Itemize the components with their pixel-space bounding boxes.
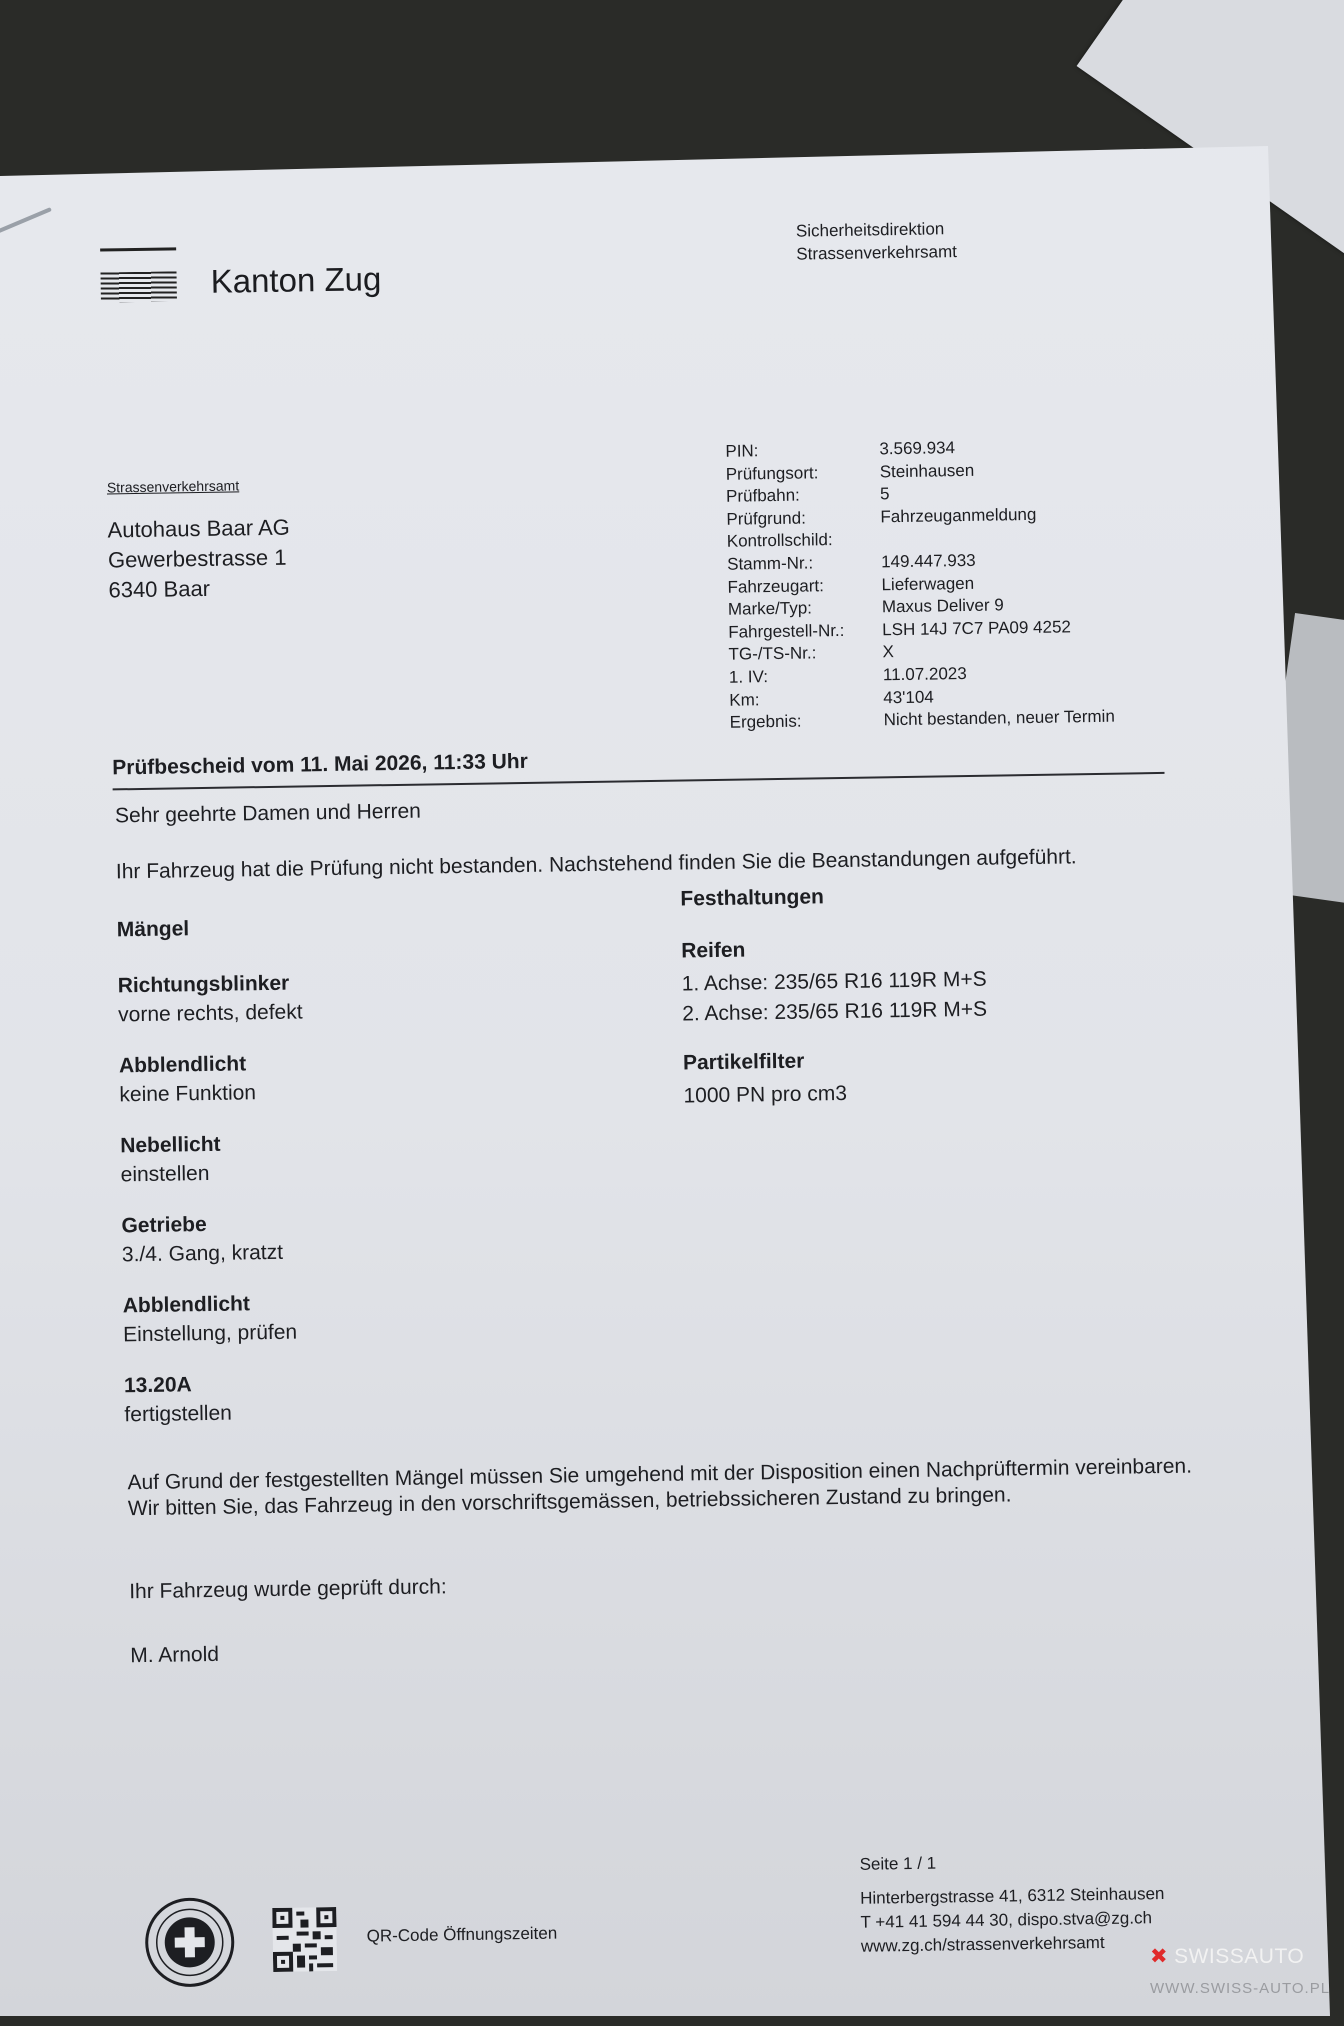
defect-detail: Einstellung, prüfen [123, 1320, 308, 1347]
checked-by-label: Ihr Fahrzeug wurde geprüft durch: [129, 1575, 447, 1604]
kanton-zug-logo-icon [100, 247, 177, 304]
info-value: 43'104 [883, 686, 934, 709]
finding-line: 1. Achse: 235/65 R16 119R M+S [682, 965, 987, 1000]
finding-title: Partikelfilter [683, 1047, 988, 1082]
info-value: 11.07.2023 [883, 663, 967, 687]
defect-item [118, 971, 304, 1054]
finding-item [683, 1047, 989, 1112]
recipient-name: Autohaus Baar AG [107, 513, 290, 546]
info-row [729, 706, 1115, 735]
info-value: LSH 14J 7C7 PA09 4252 [882, 616, 1071, 642]
qr-label: QR-Code Öffnungszeiten [367, 1924, 558, 1947]
defect-item [120, 1131, 306, 1214]
defect-detail: keine Funktion [119, 1080, 304, 1107]
defect-detail: vorne rechts, defekt [118, 1000, 303, 1027]
info-value: 3.569.934 [879, 437, 955, 461]
info-value: Lieferwagen [881, 572, 974, 596]
defect-title: Abblendlicht [119, 1051, 304, 1083]
closing-paragraph: Auf Grund der festgestellten Mängel müssen Sie umgehend mit der Disposition einen Nachprüftermin vereinbaren. Wir bitten Sie, das Fahrzeug in den vorschriftsgemässen, betriebssicheren Zustand zu bringen. [127, 1453, 1228, 1522]
finding-line: 1000 PN pro cm3 [683, 1077, 988, 1112]
defects-heading: Mängel [117, 915, 302, 947]
info-label: Fahrzeugart: [727, 574, 881, 599]
watermark-brand [1150, 1944, 1304, 1969]
defects-list [117, 915, 310, 1454]
info-label: PIN: [725, 438, 879, 463]
finding-item [681, 935, 987, 1030]
info-label: 1. IV: [729, 664, 883, 689]
footer-address: Hinterbergstrasse 41, 6312 Steinhausen [860, 1882, 1165, 1911]
defect-item [123, 1291, 309, 1374]
finding-line: 2. Achse: 235/65 R16 119R M+S [682, 995, 987, 1030]
info-value: X [882, 641, 894, 664]
defect-title: Nebellicht [120, 1131, 305, 1163]
department-line-2: Strassenverkehrsamt [796, 240, 957, 266]
info-label: Prüfbahn: [726, 484, 880, 509]
footer-contact [860, 1882, 1165, 1959]
info-label: Fahrgestell-Nr.: [728, 619, 882, 644]
info-value: Maxus Deliver 9 [882, 595, 1004, 620]
defect-detail: 3./4. Gang, kratzt [122, 1240, 307, 1267]
defect-item [119, 1051, 305, 1134]
info-label: Marke/Typ: [728, 596, 882, 621]
page-number: Seite 1 / 1 [859, 1854, 936, 1875]
recipient-city: 6340 Baar [108, 573, 291, 606]
info-label: Stamm-Nr.: [727, 551, 881, 576]
info-label: Prüfungsort: [726, 461, 880, 486]
defect-title: Richtungsblinker [118, 971, 303, 1003]
inspection-info [725, 435, 1115, 735]
staple-icon [0, 207, 52, 236]
intro-text: Ihr Fahrzeug hat die Prüfung nicht bestanden. Nachstehend finden Sie die Beanstandungen aufgeführt. [116, 845, 1077, 884]
recipient-address [107, 513, 291, 606]
document-heading: Prüfbescheid vom 11. Mai 2026, 11:33 Uhr [112, 750, 528, 781]
department [796, 217, 957, 266]
info-label: Prüfgrund: [726, 506, 880, 531]
department-line-1: Sicherheitsdirektion [796, 217, 957, 243]
defect-title: 13.20A [124, 1371, 309, 1403]
accreditation-seal-icon [144, 1897, 235, 1988]
info-value: 5 [880, 483, 890, 506]
info-value: Steinhausen [880, 459, 975, 483]
watermark-brand-text: SWISSAUTO [1174, 1945, 1304, 1968]
info-label: TG-/TS-Nr.: [728, 642, 882, 667]
watermark-logo-icon: ✖ [1150, 1945, 1168, 1968]
info-label: Ergebnis: [729, 709, 883, 734]
defect-title: Getriebe [121, 1211, 306, 1243]
info-value: Nicht bestanden, neuer Termin [883, 706, 1115, 732]
defect-detail: einstellen [121, 1160, 306, 1187]
info-value: Fahrzeuganmeldung [880, 504, 1036, 529]
greeting: Sehr geehrte Damen und Herren [115, 800, 421, 829]
qr-code-icon [272, 1907, 337, 1972]
logo-text: Kanton Zug [210, 260, 381, 301]
defect-item [124, 1371, 310, 1454]
findings-list [680, 883, 988, 1112]
footer-phone-email: T +41 41 594 44 30, dispo.stva@zg.ch [860, 1906, 1165, 1935]
defect-title: Abblendlicht [123, 1291, 308, 1323]
defect-item [121, 1211, 307, 1294]
sender-line: Strassenverkehrsamt [107, 477, 240, 495]
watermark-url: WWW.SWISS-AUTO.PL [1150, 1980, 1330, 1997]
info-label: Km: [729, 687, 883, 712]
inspector-name: M. Arnold [130, 1643, 219, 1668]
defect-detail: fertigstellen [124, 1400, 309, 1427]
recipient-street: Gewerbestrasse 1 [108, 543, 291, 576]
defects-heading-wrap [117, 915, 302, 974]
findings-heading: Festhaltungen [680, 883, 985, 918]
info-value: 149.447.933 [881, 550, 976, 574]
footer-website: www.zg.ch/strassenverkehrsamt [861, 1930, 1166, 1959]
finding-title: Reifen [681, 935, 986, 970]
info-label: Kontrollschild: [727, 529, 881, 554]
